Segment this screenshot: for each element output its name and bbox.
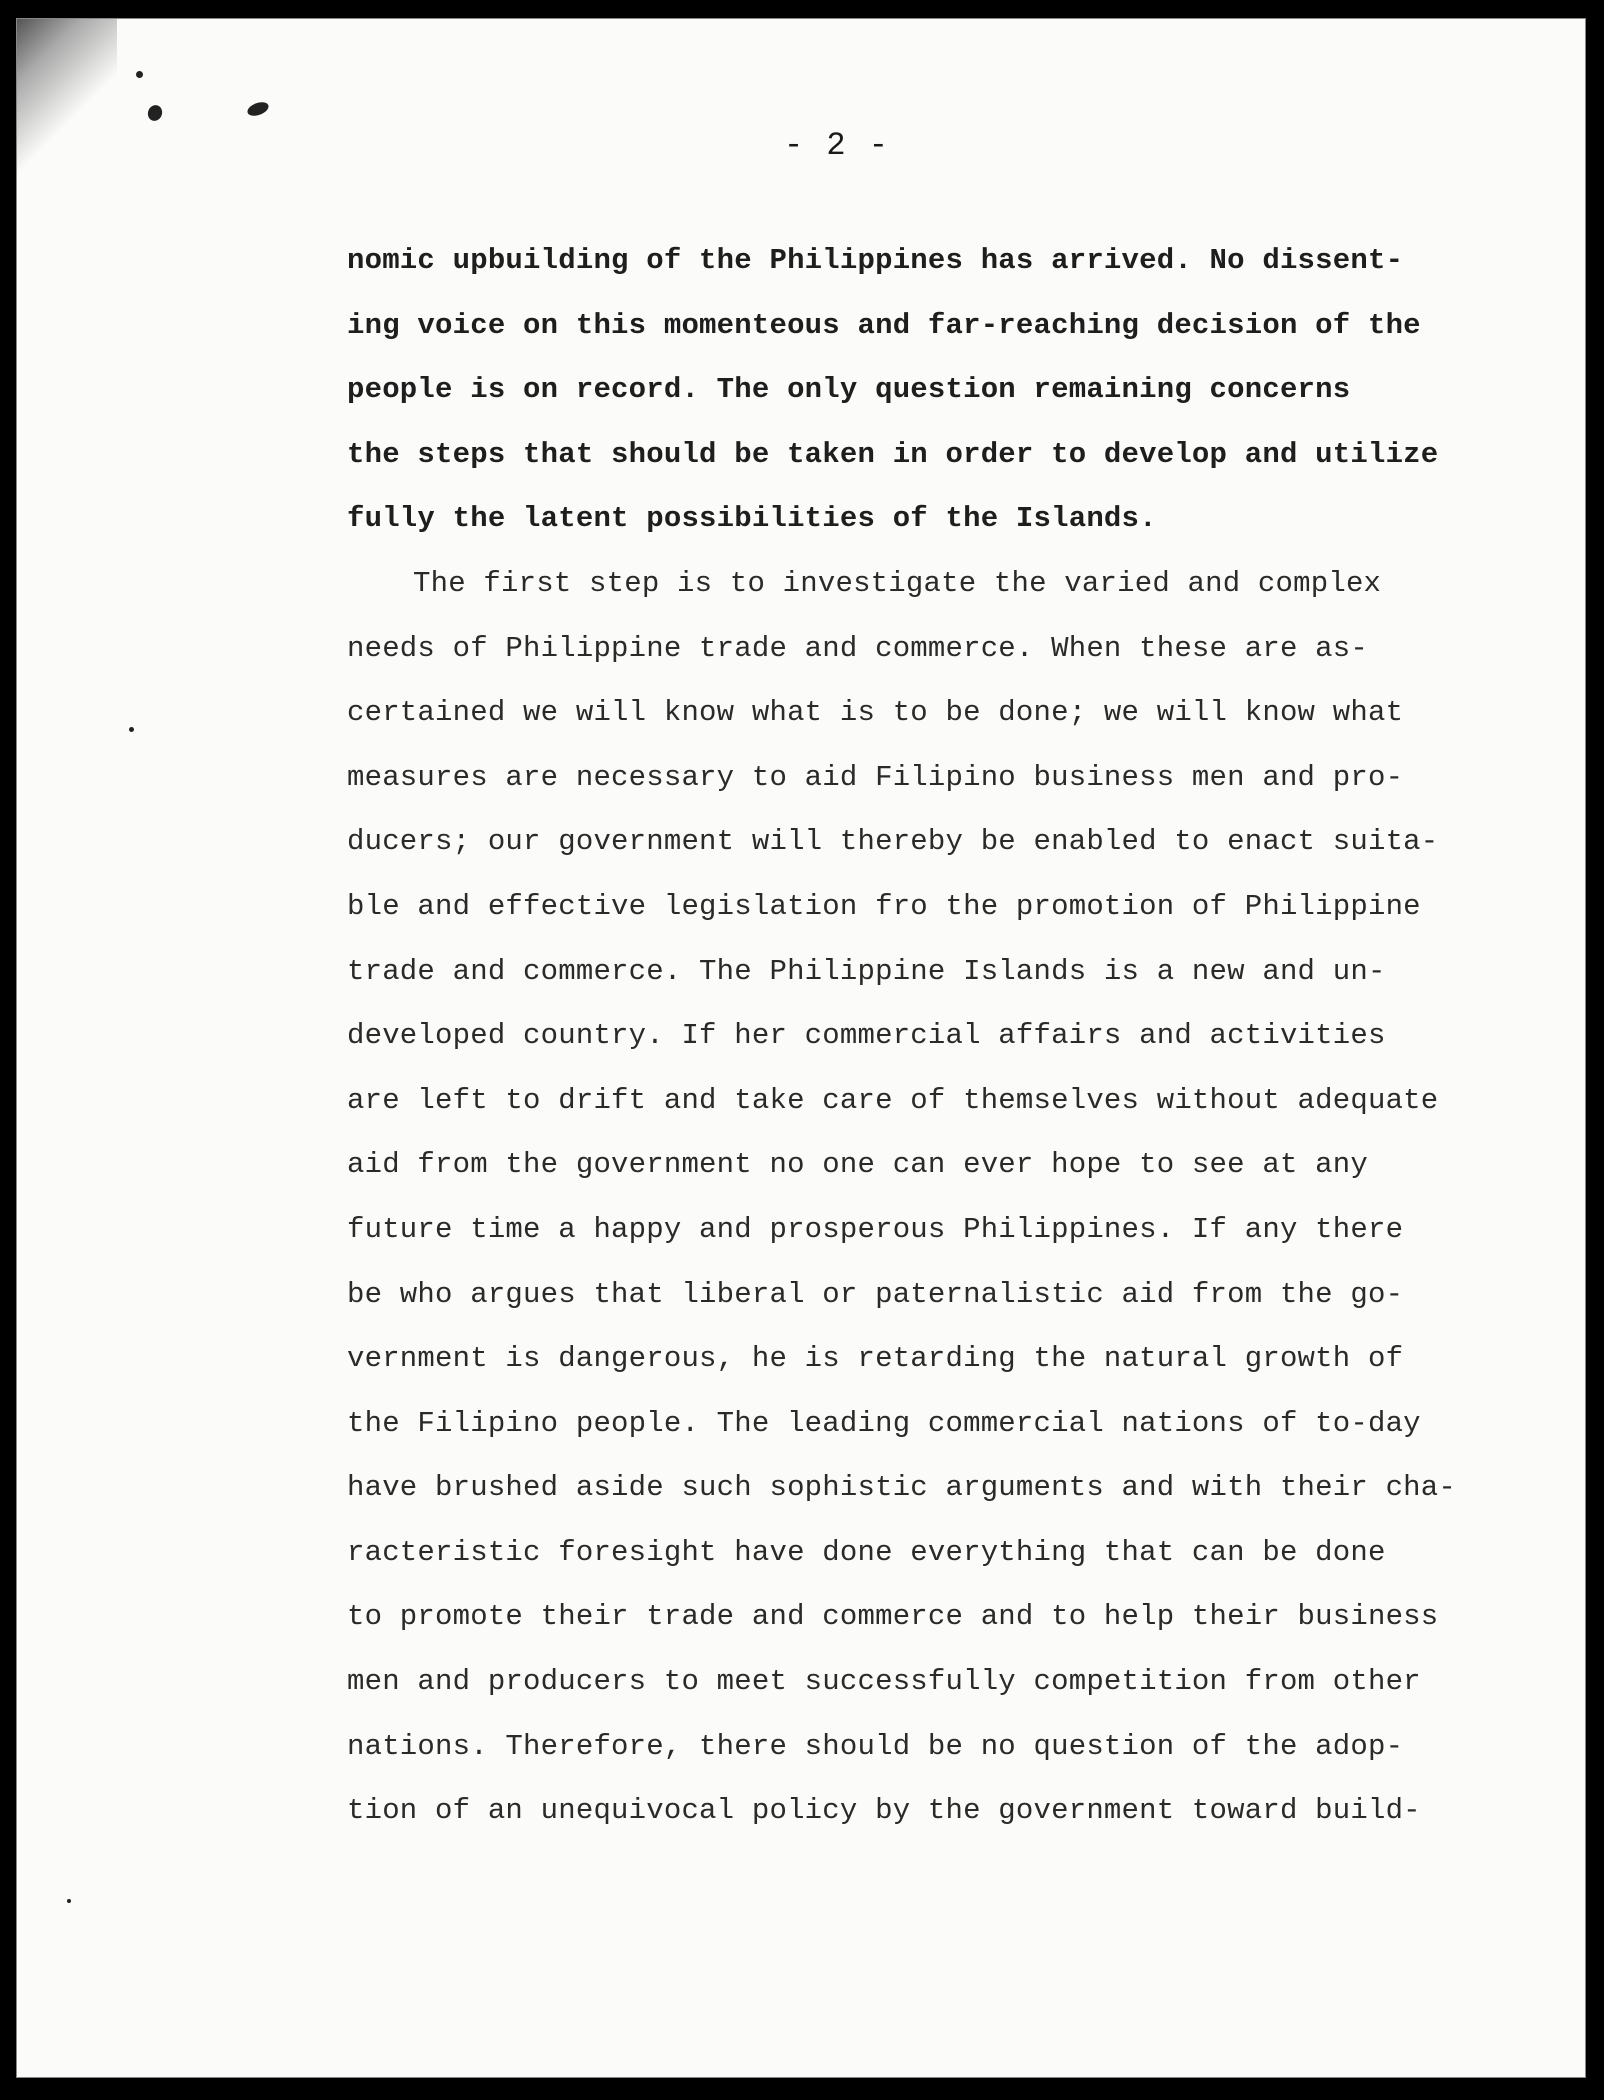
text-line: the steps that should be taken in order to develop and utilize <box>347 437 1439 471</box>
text-line: measures are necessary to aid Filipino business men and pro- <box>347 760 1404 794</box>
text-line: ble and effective legislation fro the promotion of Philippine <box>347 889 1421 923</box>
text-line: people is on record. The only question remaining concerns <box>347 373 1351 407</box>
text-line: needs of Philippine trade and commerce. When these are as- <box>347 631 1368 665</box>
paragraph-first-line: The first step is to investigate the varied and complex <box>413 566 1382 600</box>
document-page <box>16 18 1586 2078</box>
text-line: fully the latent possibilities of the Islands. <box>347 502 1157 536</box>
typed-body-text <box>347 229 1456 1844</box>
text-line: be who argues that liberal or paternalistic aid from the go- <box>347 1277 1404 1311</box>
text-line: to promote their trade and commerce and to help their business <box>347 1600 1439 1634</box>
text-line: trade and commerce. The Philippine Islands is a new and un- <box>347 954 1386 988</box>
text-line: developed country. If her commercial affairs and activities <box>347 1019 1386 1053</box>
text-line: nomic upbuilding of the Philippines has arrived. No dissent- <box>347 244 1404 277</box>
text-line: nations. Therefore, there should be no question of the adop- <box>347 1729 1404 1763</box>
text-line: the Filipino people. The leading commercial nations of to-day <box>347 1406 1421 1440</box>
ink-blot <box>146 103 165 123</box>
ink-blot <box>246 100 271 119</box>
text-line: aid from the government no one can ever hope to see at any <box>347 1148 1368 1182</box>
ink-speck <box>67 1899 71 1903</box>
text-line: tion of an unequivocal policy by the government toward build- <box>347 1794 1421 1828</box>
text-line: ducers; our government will thereby be enabled to enact suita- <box>347 825 1439 859</box>
text-line: future time a happy and prosperous Philippines. If any there <box>347 1212 1404 1246</box>
text-line: men and producers to meet successfully competition from other <box>347 1665 1421 1699</box>
ink-speck <box>129 727 134 732</box>
text-line: racteristic foresight have done everything that can be done <box>347 1535 1386 1569</box>
scan-corner-shadow <box>17 19 117 179</box>
text-line: certained we will know what is to be done; we will know what <box>347 696 1404 730</box>
text-line: ing voice on this momenteous and far-reaching decision of the <box>347 308 1421 342</box>
text-line: are left to drift and take care of themselves without adequate <box>347 1083 1439 1117</box>
page-number: - 2 - <box>783 127 890 164</box>
text-line: have brushed aside such sophistic arguments and with their cha- <box>347 1471 1456 1505</box>
text-line: vernment is dangerous, he is retarding the natural growth of <box>347 1342 1404 1376</box>
ink-speck <box>136 71 143 78</box>
